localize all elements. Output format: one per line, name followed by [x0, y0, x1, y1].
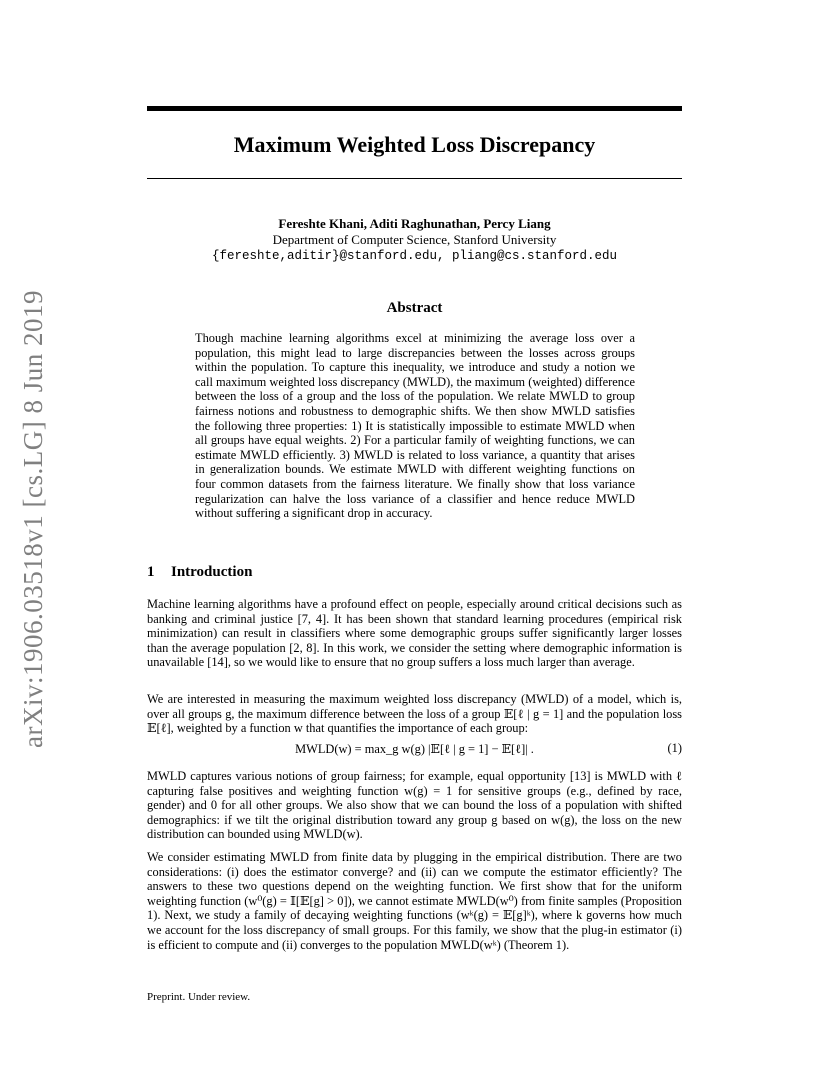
section-heading-introduction: [147, 564, 682, 581]
author-block: [147, 216, 682, 264]
equation-body: MWLD(w) = max_g w(g) |𝔼[ℓ | g = 1] − 𝔼[ℓ]| .: [295, 742, 534, 756]
preprint-footer: Preprint. Under review.: [147, 991, 251, 1003]
title-top-rule: [147, 106, 682, 111]
equation-1: [147, 741, 682, 767]
section-number: 1: [147, 564, 155, 580]
intro-paragraph-1: Machine learning algorithms have a profound effect on people, especially around critical decisions such as banking and criminal justice [7, 4]. It has been shown that standard learning procedures (empirical risk minimization) can result in classifiers where some demographic groups suffer significantly larger losses than the average population [2, 8]. In this work, we consider the setting where demographic information is unavailable [14], so we would like to ensure that no group suffers a loss much larger than average.: [147, 597, 682, 670]
author-names: Fereshte Khani, Aditi Raghunathan, Percy Liang: [278, 216, 551, 231]
equation-number: (1): [667, 741, 682, 755]
abstract-text: Though machine learning algorithms excel at minimizing the average loss over a population, this might lead to large discrepancies between the losses across groups within the population. To capture this inequality, we introduce and study a notion we call maximum weighted loss discrepancy (MWLD), the maximum (weighted) difference between the loss of a group and the loss of the population. We relate MWLD to group fairness notions and robustness to demographic shifts. We then show MWLD satisfies the following three properties: 1) It is statistically impossible to estimate MWLD when all groups have equal weights. 2) For a particular family of weighting functions, we can estimate MWLD efficiently. 3) MWLD is related to loss variance, a quantity that arises in generalization bounds. We estimate MWLD with different weighting functions on four common datasets from the fairness literature. We finally show that loss variance regularization can halve the loss variance of a classifier and hence reduce MWLD without suffering a significant drop in accuracy.: [195, 331, 635, 521]
abstract-heading: Abstract: [386, 300, 443, 316]
paper-title: Maximum Weighted Loss Discrepancy: [233, 132, 596, 157]
intro-paragraph-4: We consider estimating MWLD from finite data by plugging in the empirical distribution. There are two considerations: (i) does the estimator converge? and (ii) can we compute the estimator efficiently? The answers to these two questions depend on the weighting function. We first show that for the uniform weighting function (w⁰(g) = 𝕀[𝔼[g] > 0]), we cannot estimate MWLD(w⁰) from finite samples (Proposition 1). Next, we study a family of decaying weighting functions (wᵏ(g) = 𝔼[g]ᵏ), where k governs how much we account for the loss discrepancy of small groups. For this family, we show that the plug-in estimator (i) is efficient to compute and (ii) converges to the population MWLD(wᵏ) (Theorem 1).: [147, 850, 682, 952]
section-title: Introduction: [171, 564, 253, 580]
arxiv-identifier-text: arXiv:1906.03518v1 [cs.LG] 8 Jun 2019: [18, 290, 48, 748]
arxiv-identifier-stamp: [18, 290, 58, 748]
author-affiliation: Department of Computer Science, Stanford University: [272, 232, 557, 247]
intro-paragraph-2: We are interested in measuring the maximum weighted loss discrepancy (MWLD) of a model, which is, over all groups g, the maximum difference between the loss of a group 𝔼[ℓ | g = 1] and the population loss 𝔼[ℓ], weighted by a function w that quantifies the importance of each group:: [147, 692, 682, 736]
title-bottom-rule: [147, 178, 682, 179]
author-emails: {fereshte,aditir}@stanford.edu, pliang@cs.stanford.edu: [211, 249, 618, 263]
intro-paragraph-3: MWLD captures various notions of group fairness; for example, equal opportunity [13] is MWLD with ℓ capturing false positives and weighting function w(g) = 1 for sensitive groups (e.g., defined by race, gender) and 0 for all other groups. We also show that we can bound the loss of a population with shifted demographics: if we tilt the original distribution toward any group g based on w(g), the loss on the new distribution can bounded using MWLD(w).: [147, 769, 682, 842]
